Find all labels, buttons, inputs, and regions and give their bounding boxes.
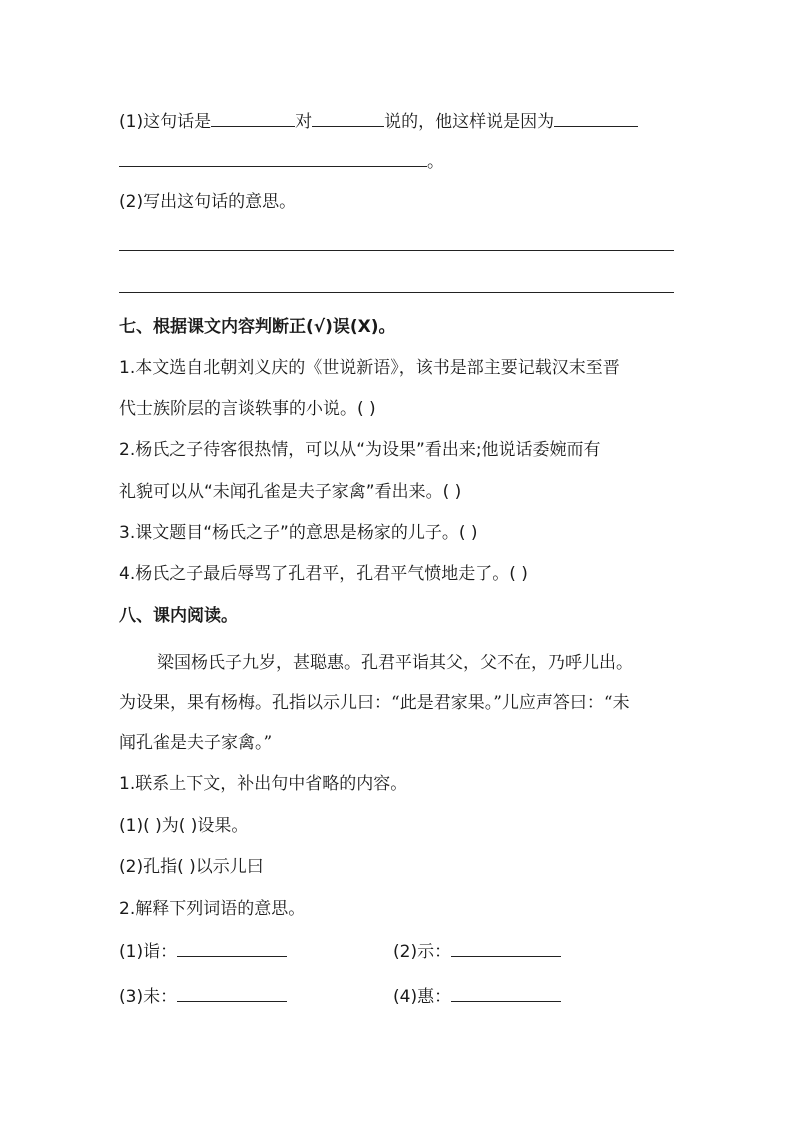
word-item-4	[393, 985, 561, 1008]
section-7-item-4: 4.杨氏之子最后辱骂了孔君平，孔君平气愤地走了。( )	[119, 564, 528, 584]
word-item-3	[119, 985, 287, 1008]
word-item-4-label: (4)惠：	[393, 987, 452, 1007]
question-6-2: (2)写出这句话的意思。	[119, 192, 297, 212]
answer-blank[interactable]	[451, 985, 561, 1002]
section-8-question-1-1: (1)( )为( )设果。	[119, 816, 249, 836]
section-8-question-1-2: (2)孔指( )以示儿曰	[119, 857, 264, 877]
answer-blank[interactable]	[211, 110, 295, 127]
section-7-item-2-line-1: 2.杨氏之子待客很热情，可以从“为设果”看出来;他说话委婉而有	[119, 440, 601, 460]
question-6-1	[119, 110, 638, 133]
q6-1-text-c: 说的，他这样说是因为	[384, 112, 555, 132]
passage-line-1: 梁国杨氏子九岁，甚聪惠。孔君平诣其父，父不在，乃呼儿出。	[157, 653, 633, 673]
section-8-heading: 八、课内阅读。	[119, 606, 238, 626]
passage-line-3: 闻孔雀是夫子家禽。”	[119, 733, 273, 753]
section-8-question-1: 1.联系上下文，补出句中省略的内容。	[119, 774, 408, 794]
answer-line[interactable]	[119, 292, 674, 293]
q6-1-end: 。	[427, 152, 444, 172]
q6-1-text-b: 对	[295, 112, 313, 132]
word-item-2-label: (2)示：	[393, 942, 452, 962]
section-8-question-2: 2.解释下列词语的意思。	[119, 899, 306, 919]
answer-blank[interactable]	[554, 110, 638, 127]
section-7-heading: 七、根据课文内容判断正(√)误(X)。	[119, 317, 396, 337]
section-7-item-2-line-2: 礼貌可以从“未闻孔雀是夫子家禽”看出来。( )	[119, 482, 462, 502]
word-item-1	[119, 940, 287, 963]
answer-blank[interactable]	[119, 150, 427, 167]
word-item-3-label: (3)未：	[119, 987, 178, 1007]
section-7-item-1-line-1: 1.本文选自北朝刘义庆的《世说新语》，该书是部主要记载汉末至晋	[119, 358, 620, 378]
section-7-item-3: 3.课文题目“杨氏之子”的意思是杨家的儿子。( )	[119, 523, 478, 543]
word-item-1-label: (1)诣：	[119, 942, 178, 962]
q6-1-text-a: (1)这句话是	[119, 112, 212, 132]
answer-line[interactable]	[119, 250, 674, 251]
answer-blank[interactable]	[177, 985, 287, 1002]
section-7-item-1-line-2: 代士族阶层的言谈轶事的小说。( )	[119, 399, 376, 419]
answer-blank[interactable]	[177, 940, 287, 957]
question-6-1-cont	[119, 150, 444, 173]
answer-blank[interactable]	[451, 940, 561, 957]
answer-blank[interactable]	[312, 110, 384, 127]
passage-line-2: 为设果，果有杨梅。孔指以示儿曰：“此是君家果。”儿应声答曰：“未	[119, 693, 630, 713]
word-item-2	[393, 940, 561, 963]
